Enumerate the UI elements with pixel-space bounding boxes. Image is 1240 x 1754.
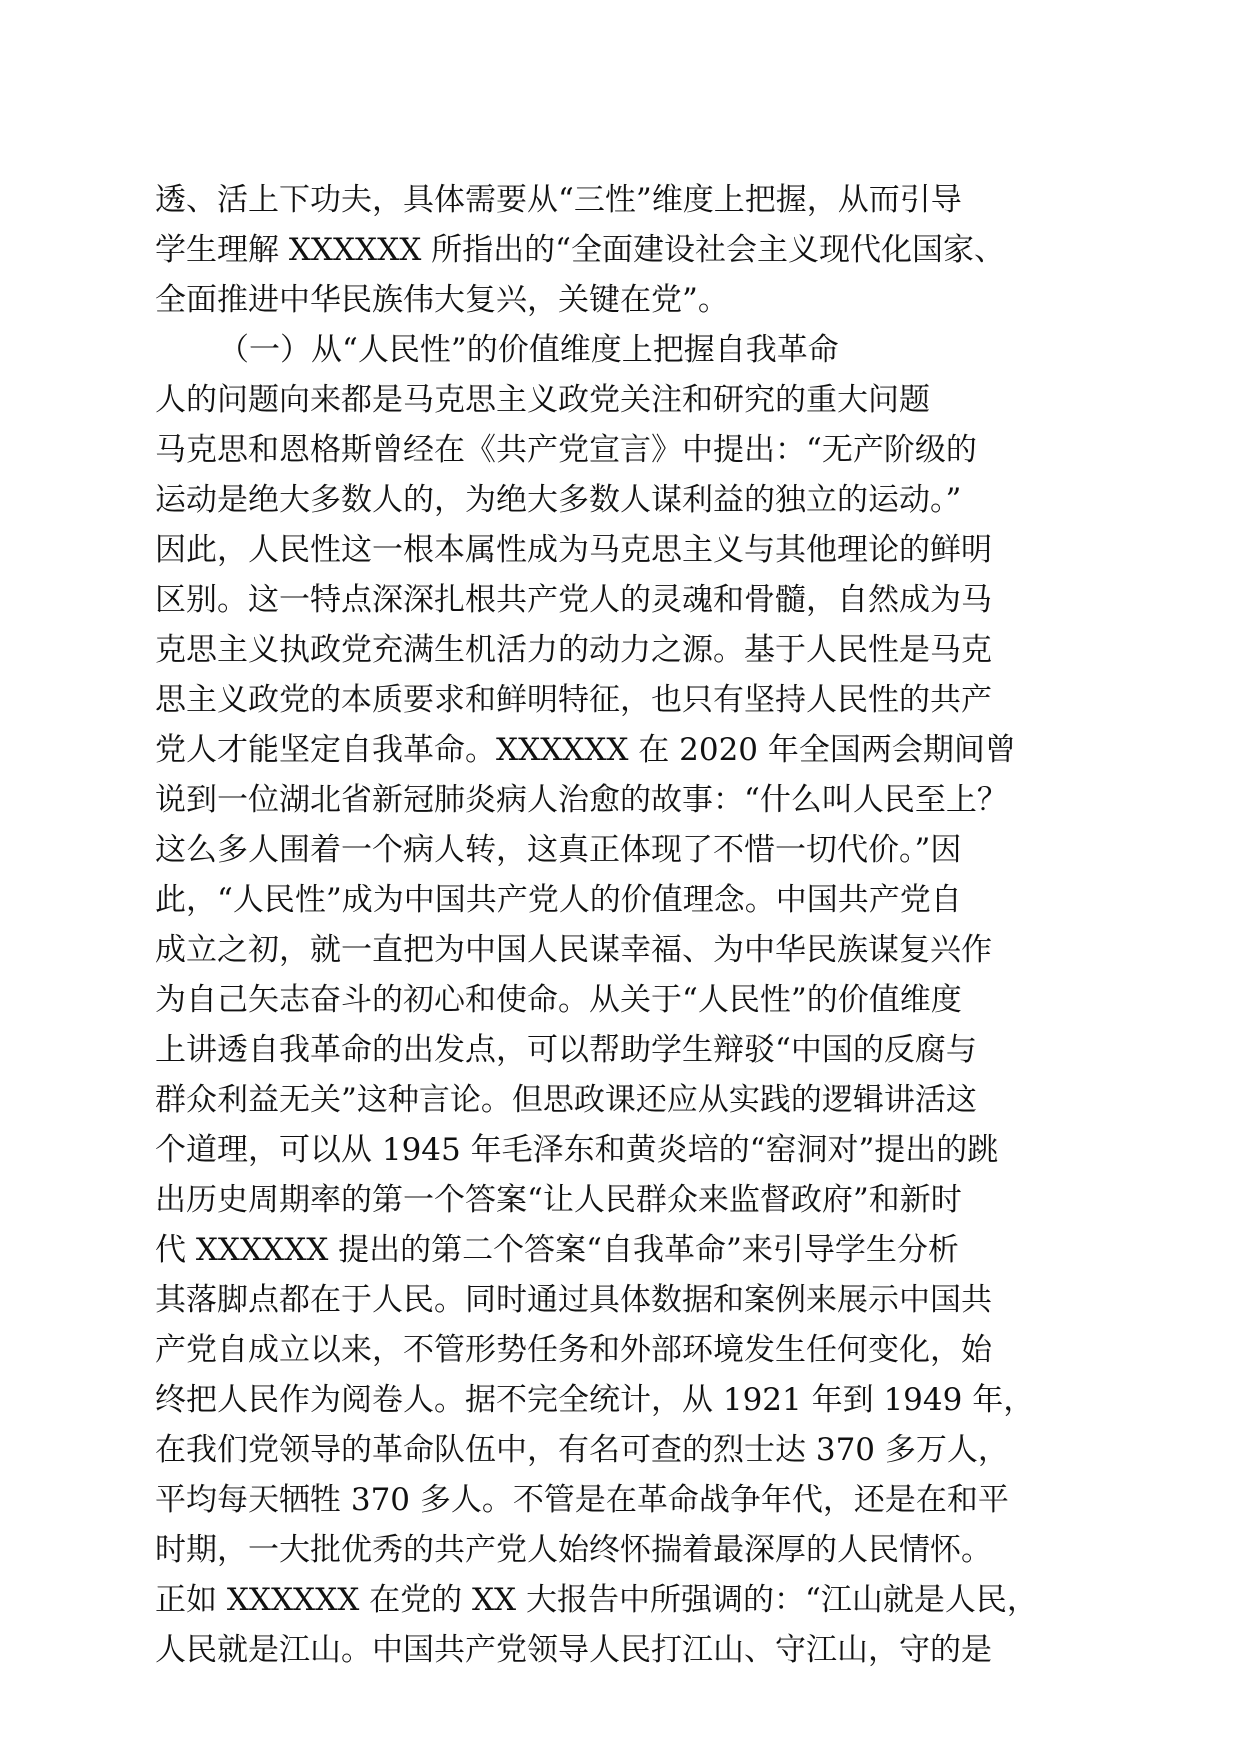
text-line: 人的问题向来都是马克思主义政党关注和研究的重大问题 xyxy=(155,382,930,418)
text-line: 出历史周期率的第一个答案“让人民群众来监督政府”和新时 xyxy=(155,1182,962,1218)
text-line: 个道理，可以从 1945 年毛泽东和黄炎培的“窑洞对”提出的跳 xyxy=(155,1132,999,1168)
text-line: 代 XXXXXX 提出的第二个答案“自我革命”来引导学生分析 xyxy=(155,1232,959,1268)
text-line: 运动是绝大多数人的，为绝大多数人谋利益的独立的运动。” xyxy=(155,482,962,518)
text-line: 因此，人民性这一根本属性成为马克思主义与其他理论的鲜明 xyxy=(155,532,992,568)
text-line: 人民就是江山。中国共产党领导人民打江山、守江山，守的是 xyxy=(155,1632,992,1668)
text-line: 区别。这一特点深深扎根共产党人的灵魂和骨髓，自然成为马 xyxy=(155,582,992,618)
text-line: 这么多人围着一个病人转，这真正体现了不惜一切代价。”因 xyxy=(155,832,962,868)
text-line: 上讲透自我革命的出发点，可以帮助学生辩驳“中国的反腐与 xyxy=(155,1032,977,1068)
section-heading: （一）从“人民性”的价值维度上把握自我革命 xyxy=(218,332,839,368)
text-line: 终把人民作为阅卷人。据不完全统计，从 1921 年到 1949 年， xyxy=(155,1382,1035,1418)
text-line: 全面推进中华民族伟大复兴，关键在党”。 xyxy=(155,282,729,318)
text-line: 时期，一大批优秀的共产党人始终怀揣着最深厚的人民情怀。 xyxy=(155,1532,992,1568)
text-line: 正如 XXXXXX 在党的 XX 大报告中所强调的：“江山就是人民， xyxy=(155,1582,1038,1618)
text-line: 透、活上下功夫，具体需要从“三性”维度上把握，从而引导 xyxy=(155,182,962,218)
text-line: 为自己矢志奋斗的初心和使命。从关于“人民性”的价值维度 xyxy=(155,982,962,1018)
text-line: 说到一位湖北省新冠肺炎病人治愈的故事：“什么叫人民至上？ xyxy=(155,782,1008,818)
text-line: 克思主义执政党充满生机活力的动力之源。基于人民性是马克 xyxy=(155,632,992,668)
text-line: 其落脚点都在于人民。同时通过具体数据和案例来展示中国共 xyxy=(155,1282,992,1318)
text-line: 成立之初，就一直把为中国人民谋幸福、为中华民族谋复兴作 xyxy=(155,932,992,968)
text-line: 党人才能坚定自我革命。XXXXXX 在 2020 年全国两会期间曾 xyxy=(155,732,1016,768)
text-line: 学生理解 XXXXXX 所指出的“全面建设社会主义现代化国家、 xyxy=(155,232,1005,268)
text-line: 产党自成立以来，不管形势任务和外部环境发生任何变化，始 xyxy=(155,1332,992,1368)
text-line: 此，“人民性”成为中国共产党人的价值理念。中国共产党自 xyxy=(155,882,962,918)
text-line: 群众利益无关”这种言论。但思政课还应从实践的逻辑讲活这 xyxy=(155,1082,977,1118)
text-line: 在我们党领导的革命队伍中，有名可查的烈士达 370 多万人， xyxy=(155,1432,1009,1468)
text-line: 平均每天牺牲 370 多人。不管是在革命战争年代，还是在和平 xyxy=(155,1482,1009,1518)
text-line: 马克思和恩格斯曾经在《共产党宣言》中提出：“无产阶级的 xyxy=(155,432,977,468)
text-line: 思主义政党的本质要求和鲜明特征，也只有坚持人民性的共产 xyxy=(155,682,992,718)
